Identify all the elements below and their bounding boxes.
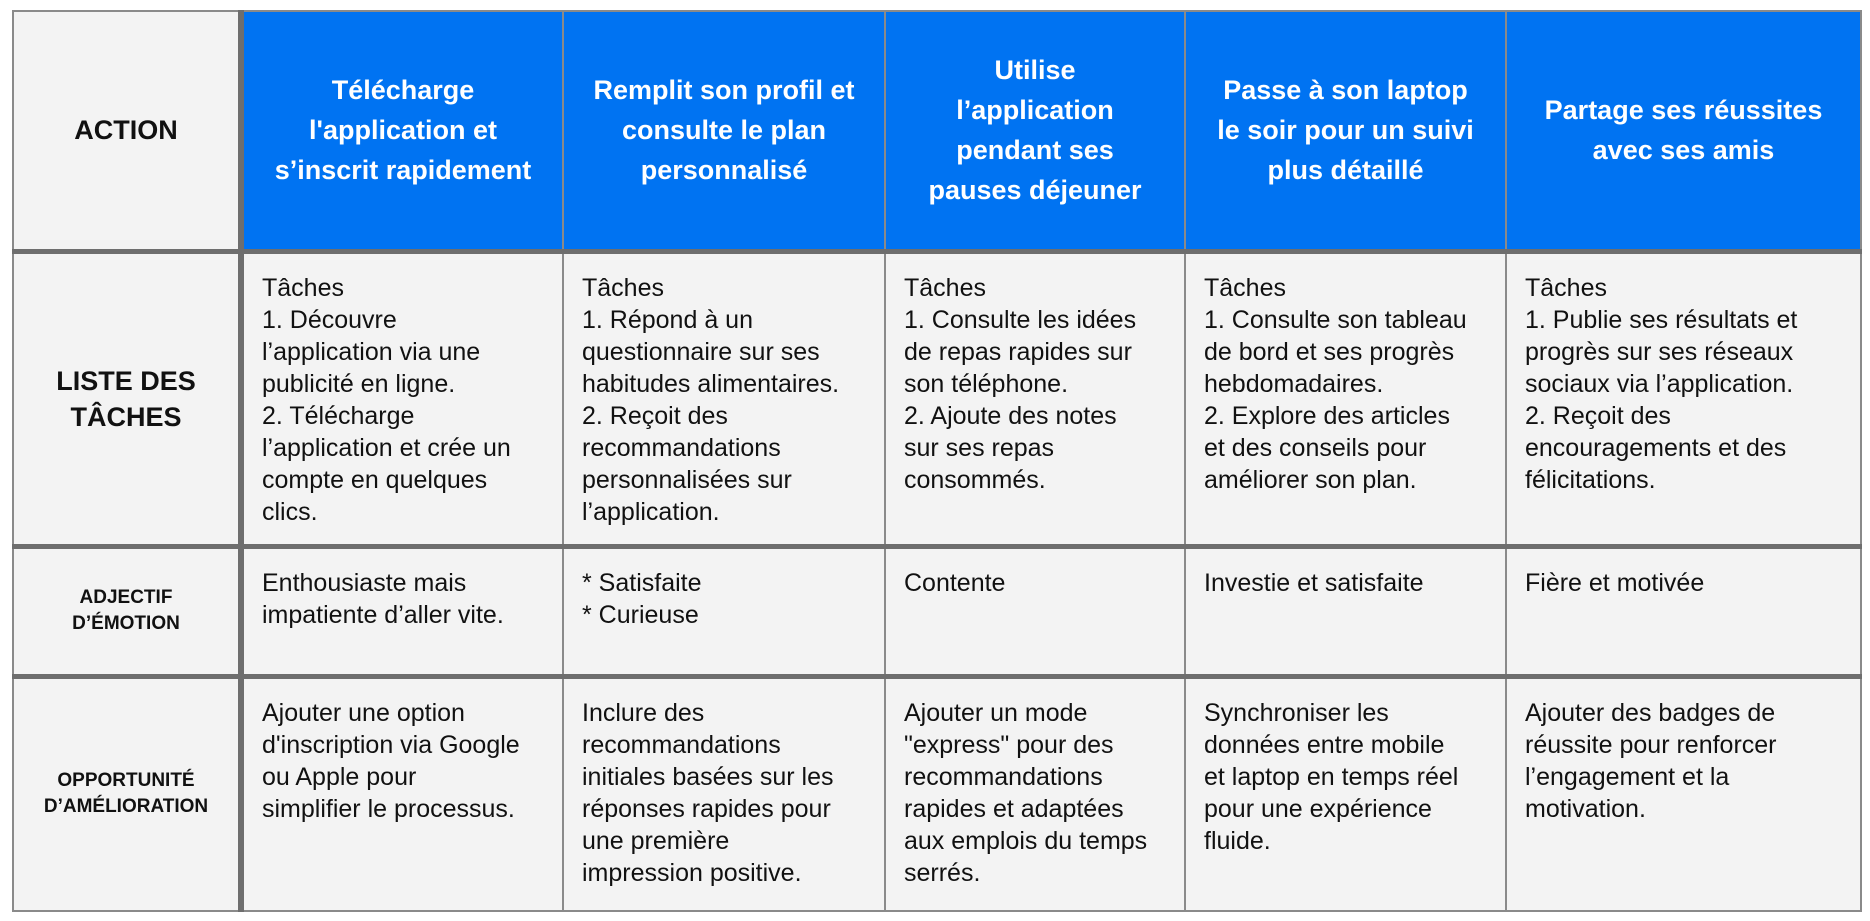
stage-3-opportunity-line: recommandations — [904, 762, 1103, 791]
stage-3-emotion-line: Contente — [904, 568, 1006, 597]
stage-1-tasks-line: 2. Télécharge — [262, 401, 415, 430]
stage-5-tasks-line: félicitations. — [1525, 465, 1656, 494]
stage-4-opportunity-line: Synchroniser les — [1204, 698, 1389, 727]
stage-1-opportunity-line: simplifier le processus. — [262, 794, 515, 823]
stage-5-opportunity-line: l’engagement et la — [1525, 762, 1730, 791]
stage-3-action-line: pendant ses — [956, 135, 1114, 166]
stage-3-opportunity-line: rapides et adaptées — [904, 794, 1124, 823]
row-header-opportunity — [13, 676, 241, 911]
stage-2-tasks-line: Tâches — [582, 273, 664, 302]
stage-3-tasks-line: de repas rapides sur — [904, 337, 1132, 366]
stage-2-opportunity-line: initiales basées sur les — [582, 762, 834, 791]
stage-1-action-line: s’inscrit rapidement — [274, 155, 532, 186]
stage-2-emotion — [563, 546, 885, 676]
stage-3-tasks-line: consommés. — [904, 465, 1046, 494]
stage-5-tasks-line: Tâches — [1525, 273, 1607, 302]
stage-3-opportunity-line: "express" pour des — [904, 730, 1114, 759]
row-header-action — [13, 11, 241, 251]
stage-2-tasks-line: 2. Reçoit des — [582, 401, 728, 430]
stage-4-tasks-line: hebdomadaires. — [1204, 369, 1384, 398]
stage-2-action-line: personnalisé — [640, 155, 808, 186]
stage-3-tasks-line: 2. Ajoute des notes — [904, 401, 1117, 430]
stage-1-action-line: l'application et — [309, 115, 497, 146]
stage-5-tasks-line: encouragements et des — [1525, 433, 1787, 462]
stage-2-opportunity-line: impression positive. — [582, 858, 802, 887]
stage-1-opportunity-line: d'inscription via Google — [262, 730, 520, 759]
stage-5-tasks — [1506, 251, 1861, 546]
stage-5-action-line: Partage ses réussites — [1544, 95, 1823, 126]
stage-4-action — [1185, 11, 1506, 251]
row-header-emotion — [13, 546, 241, 676]
stage-1-tasks-line: compte en quelques — [262, 465, 488, 494]
stage-1-opportunity — [241, 676, 563, 911]
stage-4-opportunity-line: fluide. — [1204, 826, 1271, 855]
stage-2-opportunity-line: recommandations — [582, 730, 781, 759]
stage-4-tasks-line: et des conseils pour — [1204, 433, 1427, 462]
stage-3-tasks-line: Tâches — [904, 273, 986, 302]
stage-2-tasks-line: l’application. — [582, 497, 720, 526]
stage-4-tasks-line: Tâches — [1204, 273, 1286, 302]
stage-1-opportunity-line: Ajouter une option — [262, 698, 465, 727]
row-header-action-label: ACTION — [74, 115, 178, 146]
row-header-tasks — [13, 251, 241, 546]
stage-3-tasks — [885, 251, 1185, 546]
stage-3-emotion — [885, 546, 1185, 676]
stage-4-action-line: le soir pour un suivi — [1217, 115, 1474, 146]
stage-1-tasks — [241, 251, 563, 546]
stage-5-emotion — [1506, 546, 1861, 676]
stage-5-opportunity — [1506, 676, 1861, 911]
stage-4-emotion-line: Investie et satisfaite — [1204, 568, 1424, 597]
stage-3-action-line: Utilise — [994, 55, 1076, 86]
stage-2-opportunity — [563, 676, 885, 911]
row-header-tasks-label: LISTE DES TÂCHES — [56, 365, 196, 432]
stage-2-tasks-line: questionnaire sur ses — [582, 337, 820, 366]
action-row — [13, 11, 1861, 251]
stage-1-tasks-line: publicité en ligne. — [262, 369, 456, 398]
stage-1-tasks-line: l’application et crée un — [262, 433, 511, 462]
tasks-row — [13, 251, 1861, 546]
stage-1-tasks-line: l’application via une — [262, 337, 481, 366]
stage-2-action-line: consulte le plan — [621, 115, 827, 146]
stage-3-action-line: pauses déjeuner — [928, 175, 1142, 206]
stage-3-action-line: l’application — [956, 95, 1114, 126]
stage-5-action-line: avec ses amis — [1592, 135, 1775, 166]
opportunity-row — [13, 676, 1861, 911]
row-header-emotion-label: ADJECTIF D’ÉMOTION — [72, 587, 180, 634]
stage-1-tasks-line: Tâches — [262, 273, 344, 302]
stage-2-emotion-line: * Satisfaite — [582, 568, 702, 597]
stage-5-opportunity-line: Ajouter des badges de — [1525, 698, 1776, 727]
stage-2-action-line: Remplit son profil et — [593, 75, 855, 106]
stage-2-opportunity-line: Inclure des — [582, 698, 705, 727]
stage-1-emotion — [241, 546, 563, 676]
stage-4-action-line: Passe à son laptop — [1223, 75, 1468, 106]
stage-2-tasks-line: 1. Répond à un — [582, 305, 753, 334]
stage-4-action-line: plus détaillé — [1267, 155, 1424, 186]
stage-5-tasks-line: sociaux via l’application. — [1525, 369, 1794, 398]
stage-1-action-line: Télécharge — [331, 75, 475, 106]
stage-4-opportunity — [1185, 676, 1506, 911]
stage-2-tasks-line: personnalisées sur — [582, 465, 792, 494]
user-journey-table — [12, 10, 1862, 912]
stage-5-emotion-line: Fière et motivée — [1525, 568, 1705, 597]
stage-3-opportunity — [885, 676, 1185, 911]
stage-3-tasks-line: son téléphone. — [904, 369, 1069, 398]
stage-4-opportunity-line: données entre mobile — [1204, 730, 1445, 759]
stage-1-tasks-line: 1. Découvre — [262, 305, 397, 334]
stage-3-opportunity-line: serrés. — [904, 858, 981, 887]
stage-4-opportunity-line: et laptop en temps réel — [1204, 762, 1459, 791]
stage-4-tasks-line: de bord et ses progrès — [1204, 337, 1455, 366]
stage-3-opportunity-line: aux emplois du temps — [904, 826, 1148, 855]
stage-1-emotion-line: Enthousiaste mais — [262, 568, 467, 597]
stage-3-tasks-line: 1. Consulte les idées — [904, 305, 1137, 334]
stage-3-opportunity-line: Ajouter un mode — [904, 698, 1088, 727]
stage-3-tasks-line: sur ses repas — [904, 433, 1055, 462]
stage-2-tasks-line: habitudes alimentaires. — [582, 369, 840, 398]
stage-4-tasks — [1185, 251, 1506, 546]
emotion-row — [13, 546, 1861, 676]
stage-2-tasks-line: recommandations — [582, 433, 781, 462]
stage-1-emotion-line: impatiente d’aller vite. — [262, 600, 504, 629]
stage-5-opportunity-line: réussite pour renforcer — [1525, 730, 1777, 759]
stage-4-emotion — [1185, 546, 1506, 676]
stage-3-action — [885, 11, 1185, 251]
stage-5-action — [1506, 11, 1861, 251]
stage-2-tasks — [563, 251, 885, 546]
stage-5-tasks-line: 1. Publie ses résultats et — [1525, 305, 1798, 334]
stage-4-tasks-line: 1. Consulte son tableau — [1204, 305, 1467, 334]
stage-1-action — [241, 11, 563, 251]
stage-2-emotion-line: * Curieuse — [582, 600, 699, 629]
stage-2-action — [563, 11, 885, 251]
stage-5-tasks-line: 2. Reçoit des — [1525, 401, 1671, 430]
stage-2-opportunity-line: réponses rapides pour — [582, 794, 831, 823]
stage-4-tasks-line: améliorer son plan. — [1204, 465, 1417, 494]
stage-4-tasks-line: 2. Explore des articles — [1204, 401, 1450, 430]
stage-5-tasks-line: progrès sur ses réseaux — [1525, 337, 1794, 366]
stage-4-opportunity-line: pour une expérience — [1204, 794, 1432, 823]
stage-5-opportunity-line: motivation. — [1525, 794, 1646, 823]
stage-1-opportunity-line: ou Apple pour — [262, 762, 417, 791]
stage-1-tasks-line: clics. — [262, 497, 318, 526]
row-header-opportunity-label: OPPORTUNITÉ D’AMÉLIORATION — [43, 770, 209, 818]
stage-2-opportunity-line: une première — [582, 826, 730, 855]
